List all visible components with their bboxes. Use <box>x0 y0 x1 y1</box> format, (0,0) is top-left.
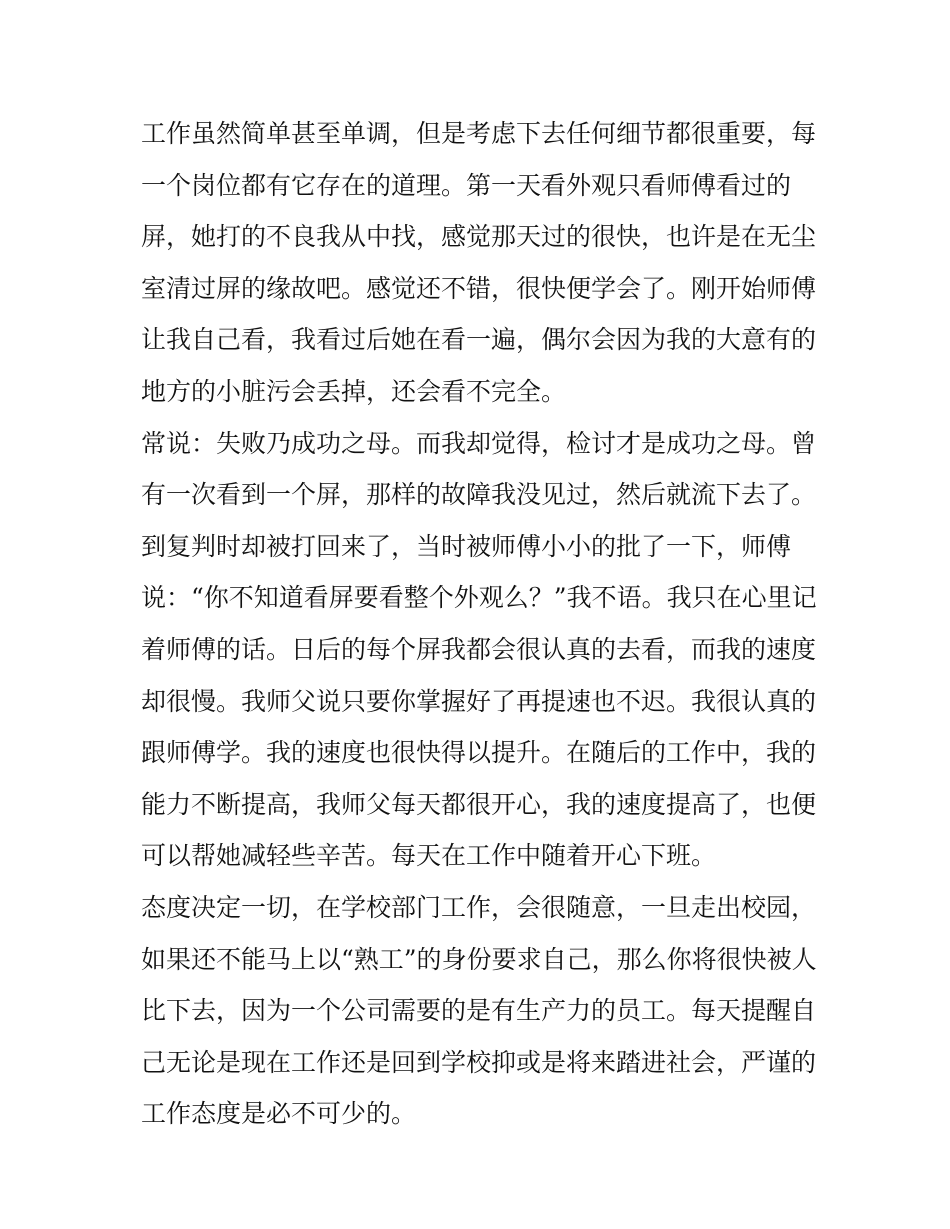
text-line: 比下去，因为一个公司需要的是有生产力的员工。每天提醒自 <box>141 996 817 1026</box>
text-line: 一个岗位都有它存在的道理。第一天看外观只看师傅看过的 <box>141 170 792 200</box>
text-line: 着师傅的话。日后的每个屏我都会很认真的去看，而我的速度 <box>141 634 817 664</box>
text-line: 工作态度是必不可少的。 <box>141 1099 417 1129</box>
text-line: 工作虽然简单甚至单调，但是考虑下去任何细节都很重要，每 <box>141 119 817 148</box>
text-line: 说：“你不知道看屏要看整个外观么？”我不语。我只在心里记 <box>141 583 817 613</box>
text-line: 却很慢。我师父说只要你掌握好了再提速也不迟。我很认真的 <box>141 686 817 716</box>
text-line: 己无论是现在工作还是回到学校抑或是将来踏进社会，严谨的 <box>141 1047 817 1077</box>
text-line: 可以帮她减轻些辛苦。每天在工作中随着开心下班。 <box>141 841 717 871</box>
text-line: 到复判时却被打回来了，当时被师傅小小的批了一下，师傅 <box>141 531 792 561</box>
text-line: 能力不断提高，我师父每天都很开心，我的速度提高了，也便 <box>141 789 817 819</box>
text-line: 屏，她打的不良我从中找，感觉那天过的很快，也许是在无尘 <box>141 222 817 252</box>
text-line: 有一次看到一个屏，那样的故障我没见过，然后就流下去了。 <box>141 480 817 510</box>
text-line: 地方的小脏污会丢掉，还会看不完全。 <box>141 376 567 406</box>
text-line: 让我自己看，我看过后她在看一遍，偶尔会因为我的大意有的 <box>141 325 817 355</box>
text-line: 如果还不能马上以“熟工”的身份要求自己，那么你将很快被人 <box>141 944 817 974</box>
text-line: 常说：失败乃成功之母。而我却觉得，检讨才是成功之母。曾 <box>141 428 817 458</box>
text-line: 跟师傅学。我的速度也很快得以提升。在随后的工作中，我的 <box>141 738 817 768</box>
text-line: 态度决定一切，在学校部门工作，会很随意，一旦走出校园， <box>141 892 817 922</box>
document-body <box>141 108 817 1140</box>
text-line: 室清过屏的缘故吧。感觉还不错，很快便学会了。刚开始师傅 <box>141 273 817 303</box>
